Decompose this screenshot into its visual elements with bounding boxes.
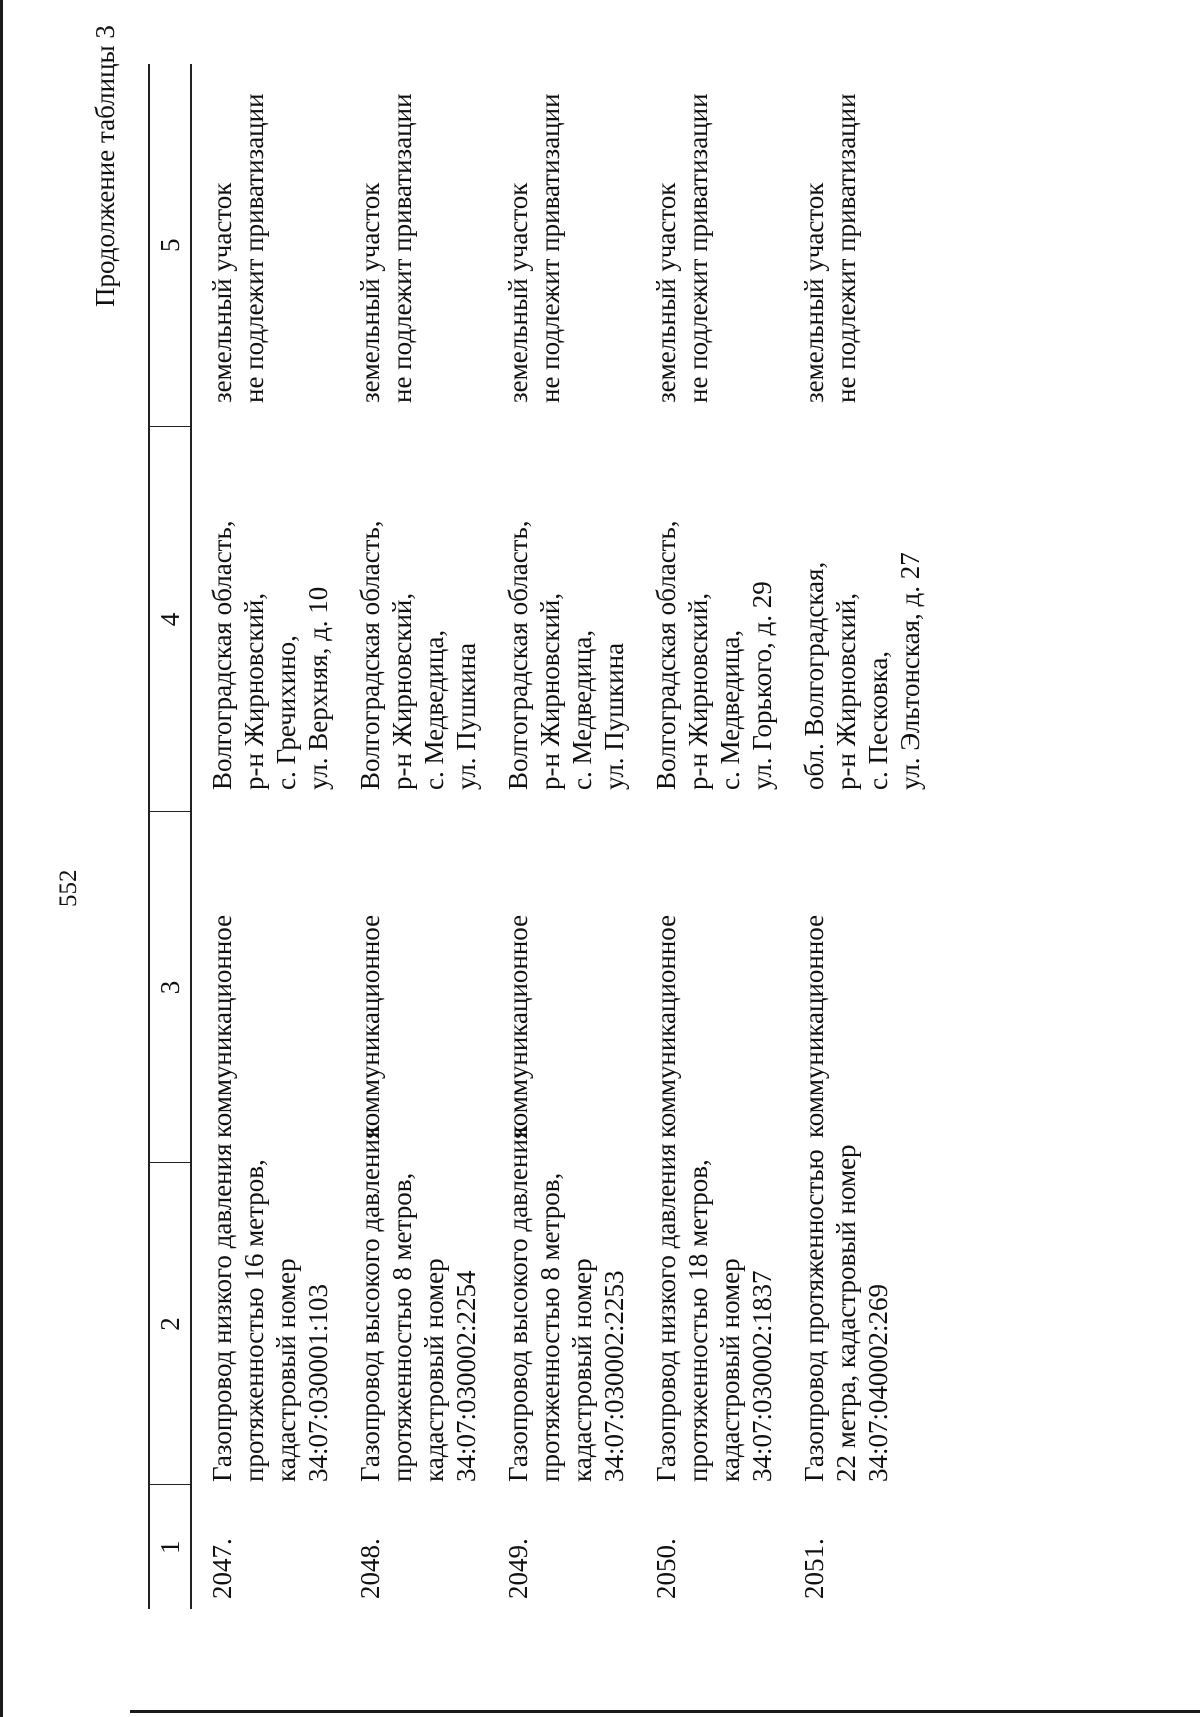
- column-number-row: [149, 64, 191, 1609]
- object-name-line: кадастровый номер: [419, 1258, 449, 1482]
- object-address-line: ул. Пушкина: [451, 642, 481, 790]
- object-address-line: ул. Верхняя, д. 10: [303, 586, 333, 790]
- object-note: [354, 64, 502, 427]
- object-note-line: не подлежит приватизации: [683, 93, 713, 403]
- row-number: 2047.: [207, 1538, 237, 1599]
- object-name: [502, 1126, 650, 1485]
- object-address-line: р-н Жирновский,: [387, 592, 417, 790]
- object-name-line: протяженностью 18 метров,: [683, 1159, 713, 1482]
- object-name: [650, 1143, 798, 1485]
- object-address-line: Волгоградская область,: [503, 520, 533, 790]
- object-name-line: Газопровод высокого давления: [355, 1126, 385, 1482]
- object-name-line: Газопровод протяженностью: [799, 1149, 829, 1482]
- object-note-line: земельный участок: [503, 182, 533, 403]
- page-number: 552: [55, 869, 82, 907]
- table-body: [191, 64, 946, 1609]
- object-note-line: земельный участок: [355, 182, 385, 403]
- object-address-line: р-н Жирновский,: [239, 592, 269, 790]
- object-name: [354, 1126, 502, 1485]
- object-address-line: с. Медведица,: [419, 629, 449, 790]
- table-row: [502, 64, 650, 1609]
- object-address-line: р-н Жирновский,: [683, 592, 713, 790]
- object-name-line: кадастровый номер: [271, 1258, 301, 1482]
- row-number: 2049.: [503, 1538, 533, 1599]
- column-header-4: 4: [149, 427, 191, 812]
- object-note: [798, 64, 946, 427]
- object-address: [798, 427, 946, 812]
- object-note-line: земельный участок: [799, 182, 829, 403]
- object-address-line: ул. Пушкина: [599, 642, 629, 790]
- object-address: [354, 427, 502, 812]
- object-address-line: р-н Жирновский,: [535, 592, 565, 790]
- column-header-1: 1: [149, 1485, 191, 1609]
- object-type: коммуникационное: [207, 914, 237, 1138]
- object-address-line: с. Песковка,: [863, 650, 893, 790]
- object-address-line: Волгоградская область,: [355, 520, 385, 790]
- object-name-line: 22 метра, кадастровый номер: [831, 1144, 861, 1482]
- row-number: 2048.: [355, 1538, 385, 1599]
- object-address-line: Волгоградская область,: [207, 520, 237, 790]
- object-note: [502, 64, 650, 427]
- table-row: [798, 64, 946, 1609]
- row-number: 2050.: [651, 1538, 681, 1599]
- row-number: 2051.: [799, 1538, 829, 1599]
- object-address-line: ул. Горького, д. 29: [747, 581, 777, 790]
- object-note-line: не подлежит приватизации: [239, 93, 269, 403]
- object-name-line: кадастровый номер: [567, 1258, 597, 1482]
- object-address: [650, 427, 798, 812]
- object-name-line: Газопровод высокого давления: [503, 1126, 533, 1482]
- object-note: [650, 64, 798, 427]
- object-name-line: 34:07:030002:1837: [747, 1270, 777, 1482]
- table-row: [650, 64, 798, 1609]
- table-row: [191, 64, 354, 1609]
- object-name-line: протяженностью 8 метров,: [387, 1172, 417, 1482]
- object-address-line: обл. Волгоградская,: [799, 561, 829, 790]
- table-row: [354, 64, 502, 1609]
- column-header-2: 2: [149, 1163, 191, 1485]
- object-name-line: протяженностью 16 метров,: [239, 1159, 269, 1482]
- object-type: коммуникационное: [503, 914, 533, 1138]
- object-note-line: не подлежит приватизации: [535, 93, 565, 403]
- property-table: [148, 64, 946, 1609]
- object-address: [191, 427, 354, 812]
- object-name-line: 34:07:030002:2254: [451, 1270, 481, 1482]
- object-name-line: кадастровый номер: [715, 1258, 745, 1482]
- object-note-line: не подлежит приватизации: [831, 93, 861, 403]
- object-name-line: 34:07:040002:269: [863, 1283, 893, 1482]
- object-note-line: земельный участок: [207, 182, 237, 403]
- object-name-line: Газопровод низкого давления: [207, 1143, 237, 1482]
- object-name: [798, 1144, 946, 1485]
- object-name-line: протяженностью 8 метров,: [535, 1172, 565, 1482]
- object-address-line: с. Гречихино,: [271, 635, 301, 790]
- object-address-line: Волгоградская область,: [651, 520, 681, 790]
- object-address-line: р-н Жирновский,: [831, 592, 861, 790]
- object-note-line: не подлежит приватизации: [387, 93, 417, 403]
- object-note-line: земельный участок: [651, 182, 681, 403]
- object-type: коммуникационное: [355, 914, 385, 1138]
- object-name-line: Газопровод низкого давления: [651, 1143, 681, 1482]
- object-note: [191, 64, 354, 427]
- object-address-line: с. Медведица,: [715, 629, 745, 790]
- object-address: [502, 427, 650, 812]
- column-header-5: 5: [149, 64, 191, 427]
- object-name: [191, 1143, 354, 1485]
- table-caption: Продолжение таблицы 3: [90, 25, 120, 307]
- object-name-line: 34:07:030001:103: [303, 1283, 333, 1482]
- column-header-3: 3: [149, 812, 191, 1163]
- object-type: коммуникационное: [651, 914, 681, 1138]
- object-address-line: с. Медведица,: [567, 629, 597, 790]
- object-type: коммуникационное: [799, 914, 829, 1138]
- object-address-line: ул. Эльтонская, д. 27: [895, 552, 925, 790]
- object-name-line: 34:07:030002:2253: [599, 1270, 629, 1482]
